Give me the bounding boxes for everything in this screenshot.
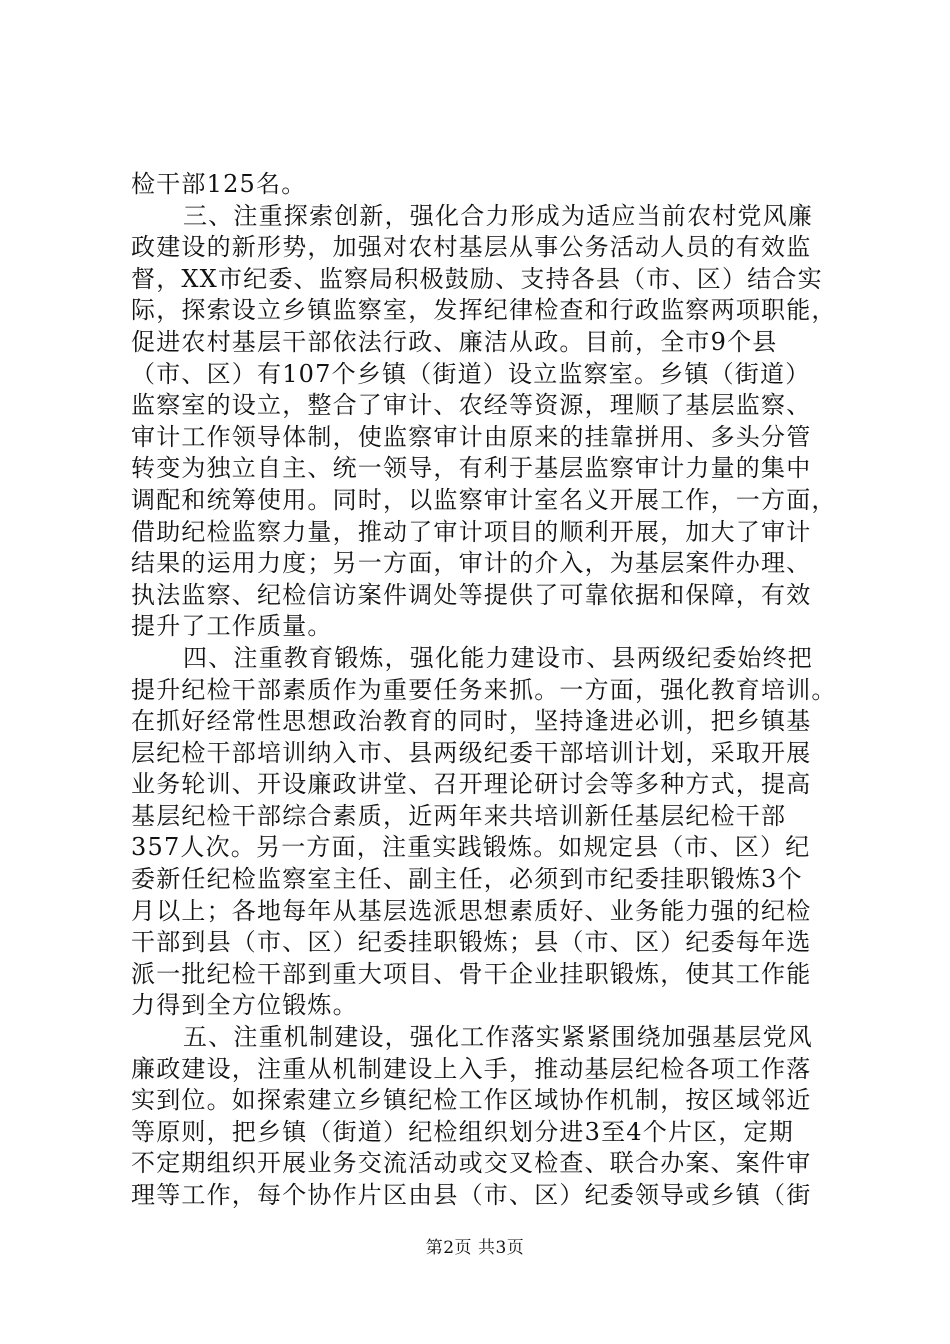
text-line: 督，XX市纪委、监察局积极鼓励、支持各县（市、区）结合实 [131, 264, 823, 293]
text-line: 干部到县（市、区）纪委挂职锻炼；县（市、区）纪委每年选 [131, 928, 812, 957]
text-line: 监察室的设立，整合了审计、农经等资源，理顺了基层监察、 [131, 391, 812, 420]
text-line: 力得到全方位锻炼。 [131, 991, 358, 1020]
text-line: 转变为独立自主、统一领导，有利于基层监察审计力量的集中 [131, 454, 812, 483]
text-line: （市、区）有107个乡镇（街道）设立监察室。乡镇（街道） [131, 359, 811, 388]
text-line: 政建设的新形势，加强对农村基层从事公务活动人员的有效监 [131, 233, 812, 262]
document-body [131, 169, 837, 1212]
text-line: 层纪检干部培训纳入市、县两级纪委干部培训计划，采取开展 [131, 738, 812, 767]
text-line: 调配和统筹使用。同时，以监察审计室名义开展工作，一方面， [131, 485, 837, 514]
text-line: 借助纪检监察力量，推动了审计项目的顺利开展，加大了审计 [131, 517, 812, 546]
text-line: 廉政建设，注重从机制建设上入手，推动基层纪检各项工作落 [131, 1054, 812, 1083]
text-line: 派一批纪检干部到重大项目、骨干企业挂职锻炼，使其工作能 [131, 959, 812, 988]
text-line: 基层纪检干部综合素质，近两年来共培训新任基层纪检干部 [131, 801, 787, 830]
text-line: 促进农村基层干部依法行政、廉洁从政。目前，全市9个县 [131, 327, 778, 356]
text-line: 委新任纪检监察室主任、副主任，必须到市纪委挂职锻炼3个 [131, 865, 803, 894]
paragraph-start-line: 三、注重探索创新，强化合力形成为适应当前农村党风廉 [183, 201, 813, 230]
text-line: 实到位。如探索建立乡镇纪检工作区域协作机制，按区域邻近 [131, 1086, 812, 1115]
text-line: 检干部125名。 [131, 170, 307, 198]
text-line: 357人次。另一方面，注重实践锻炼。如规定县（市、区）纪 [131, 833, 811, 862]
text-line: 等原则，把乡镇（街道）纪检组织划分进3至4个片区，定期 [131, 1117, 794, 1146]
text-line: 审计工作领导体制，使监察审计由原来的挂靠拼用、多头分管 [131, 422, 812, 451]
text-line: 提升了工作质量。 [131, 612, 333, 641]
text-line: 业务轮训、开设廉政讲堂、召开理论研讨会等多种方式，提高 [131, 770, 812, 799]
text-line: 提升纪检干部素质作为重要任务来抓。一方面，强化教育培训。 [131, 675, 837, 704]
text-line: 际，探索设立乡镇监察室，发挥纪律检查和行政监察两项职能， [131, 296, 837, 325]
text-line: 月以上；各地每年从基层选派思想素质好、业务能力强的纪检 [131, 896, 812, 925]
page-number-footer: 第2页 共3页 [425, 1238, 525, 1258]
text-line: 结果的运用力度；另一方面，审计的介入，为基层案件办理、 [131, 549, 812, 578]
paragraph-start-line: 五、注重机制建设，强化工作落实紧紧围绕加强基层党风 [183, 1023, 813, 1052]
text-line: 在抓好经常性思想政治教育的同时，坚持逢进必训，把乡镇基 [131, 707, 812, 736]
paragraph-start-line: 四、注重教育锻炼，强化能力建设市、县两级纪委始终把 [183, 643, 813, 672]
text-line: 理等工作，每个协作片区由县（市、区）纪委领导或乡镇（街 [131, 1181, 812, 1209]
text-line: 执法监察、纪检信访案件调处等提供了可靠依据和保障，有效 [131, 580, 812, 609]
text-line: 不定期组织开展业务交流活动或交叉检查、联合办案、案件审 [131, 1149, 812, 1178]
